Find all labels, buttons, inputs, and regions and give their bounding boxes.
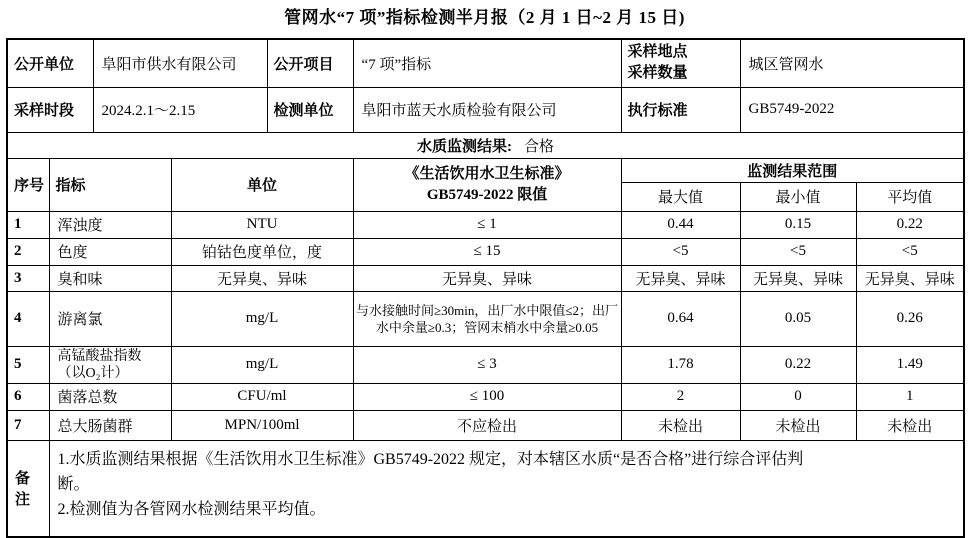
remark-item-1: 1.水质监测结果根据《生活饮用水卫生标准》GB5749-2022 规定，对本辖区水质“是否合格”进行综合评估判断。 [57, 450, 804, 493]
header-limit-line2: GB5749-2022 限值 [426, 186, 548, 203]
row-seq: 5 [7, 346, 49, 383]
row-seq: 1 [7, 211, 49, 238]
public-item-value: “7 项”指标 [353, 39, 621, 87]
period-value: 2024.2.1～2.15 [93, 87, 267, 132]
header-range: 监测结果范围 [621, 158, 964, 182]
row-max: 无异臭、异味 [621, 265, 740, 291]
info-row-1 [7, 39, 964, 87]
row-max: 1.78 [621, 346, 740, 383]
row-indicator: 浑浊度 [49, 211, 171, 238]
standard-label: 执行标准 [621, 87, 740, 132]
row-unit: CFU/ml [171, 383, 353, 410]
header-avg: 平均值 [856, 182, 964, 211]
header-limit [353, 158, 621, 211]
row-max: 0.44 [621, 211, 740, 238]
row-indicator: 游离氯 [49, 291, 171, 346]
result-row [7, 132, 964, 158]
row-seq: 4 [7, 291, 49, 346]
row-seq: 6 [7, 383, 49, 410]
report-table [6, 38, 965, 538]
row-max: 未检出 [621, 410, 740, 440]
row-max: 0.64 [621, 291, 740, 346]
table-row [7, 383, 964, 410]
header-indicator: 指标 [49, 158, 171, 211]
row-unit: NTU [171, 211, 353, 238]
remark-item-2: 2.检测值为各管网水检测结果平均值。 [57, 500, 326, 518]
row-max: 2 [621, 383, 740, 410]
row-max: <5 [621, 238, 740, 265]
table-row [7, 265, 964, 291]
row-limit: 无异臭、异味 [353, 265, 621, 291]
info-row-2 [7, 87, 964, 132]
remark-content [49, 440, 964, 537]
test-unit-label: 检测单位 [267, 87, 353, 132]
row-indicator: 高锰酸盐指数（以O₂计） [49, 346, 171, 383]
table-row [7, 346, 964, 383]
sampling-count-label: 采样数量 [627, 65, 688, 82]
row-min: 0.22 [740, 346, 856, 383]
header-limit-line1: 《生活饮用水卫生标准》 [404, 165, 570, 182]
result-value: 合格 [524, 138, 555, 155]
sampling-site-label: 采样地点 [627, 44, 688, 61]
row-unit: MPN/100ml [171, 410, 353, 440]
row-unit: mg/L [171, 291, 353, 346]
row-limit: ≤ 3 [353, 346, 621, 383]
sampling-value: 城区管网水 [740, 39, 964, 87]
row-indicator: 色度 [49, 238, 171, 265]
row-limit: ≤ 100 [353, 383, 621, 410]
sampling-site-count-label [621, 39, 740, 87]
header-min: 最小值 [740, 182, 856, 211]
table-row [7, 238, 964, 265]
page-title: 管网水“7 项”指标检测半月报（2 月 1 日~2 月 15 日) [284, 8, 685, 27]
row-avg: 未检出 [856, 410, 964, 440]
row-min: 未检出 [740, 410, 856, 440]
header-max: 最大值 [621, 182, 740, 211]
header-seq: 序号 [7, 158, 49, 211]
standard-value: GB5749-2022 [740, 87, 964, 132]
period-label: 采样时段 [7, 87, 93, 132]
row-avg: 0.26 [856, 291, 964, 346]
test-unit-value: 阜阳市蓝天水质检验有限公司 [353, 87, 621, 132]
remark-label: 备注 [7, 440, 49, 537]
header-unit: 单位 [171, 158, 353, 211]
row-avg: 0.22 [856, 211, 964, 238]
public-item-label: 公开项目 [267, 39, 353, 87]
table-row [7, 211, 964, 238]
row-seq: 3 [7, 265, 49, 291]
result-label: 水质监测结果: [417, 138, 513, 155]
result-cell [7, 132, 964, 158]
row-min: 0.15 [740, 211, 856, 238]
row-limit: 与水接触时间≥30min，出厂水中限值≤2；出厂水中余量≥0.3；管网末梢水中余量≥0.05 [353, 291, 621, 346]
remark-row [7, 440, 964, 537]
public-unit-label: 公开单位 [7, 39, 93, 87]
table-row [7, 410, 964, 440]
row-limit: ≤ 1 [353, 211, 621, 238]
row-avg: <5 [856, 238, 964, 265]
row-limit: ≤ 15 [353, 238, 621, 265]
row-avg: 无异臭、异味 [856, 265, 964, 291]
row-unit: mg/L [171, 346, 353, 383]
row-min: 无异臭、异味 [740, 265, 856, 291]
table-row [7, 291, 964, 346]
row-unit: 铂钴色度单位，度 [171, 238, 353, 265]
row-min: <5 [740, 238, 856, 265]
table-header-row-1 [7, 158, 964, 182]
row-avg: 1.49 [856, 346, 964, 383]
row-seq: 2 [7, 238, 49, 265]
row-min: 0 [740, 383, 856, 410]
row-avg: 1 [856, 383, 964, 410]
row-indicator: 臭和味 [49, 265, 171, 291]
row-unit: 无异臭、异味 [171, 265, 353, 291]
row-limit: 不应检出 [353, 410, 621, 440]
row-min: 0.05 [740, 291, 856, 346]
row-seq: 7 [7, 410, 49, 440]
row-indicator: 菌落总数 [49, 383, 171, 410]
public-unit-value: 阜阳市供水有限公司 [93, 39, 267, 87]
row-indicator: 总大肠菌群 [49, 410, 171, 440]
